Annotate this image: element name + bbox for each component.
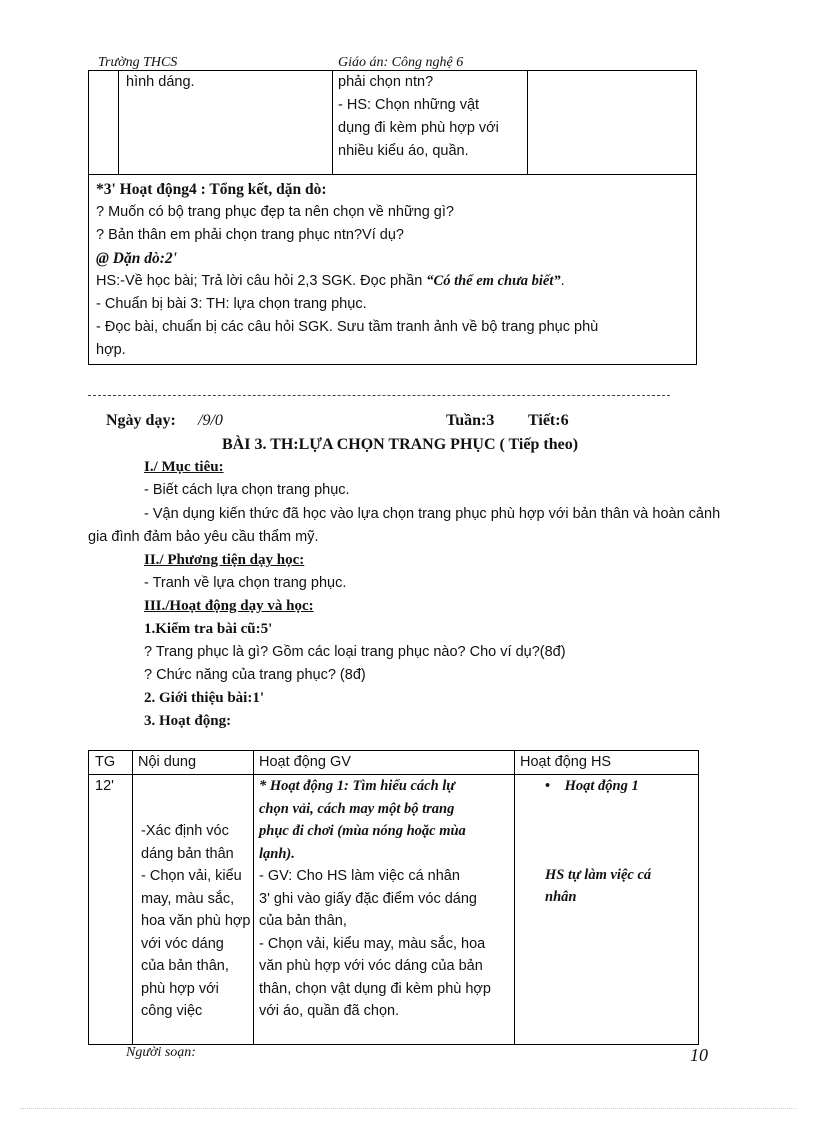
check-title: 1.Kiểm tra bài cũ:5': [144, 621, 273, 637]
summary-question: ? Muốn có bộ trang phục đẹp ta nên chọn về những gì?: [96, 204, 454, 220]
activity-table: [88, 750, 699, 1045]
check-question: ? Chức năng của trang phục? (8đ): [144, 667, 366, 683]
hs-heading: • Hoạt động 1: [545, 778, 639, 794]
homework-title: @ Dặn dò:2': [96, 250, 177, 267]
content-line: dáng bản thân: [141, 845, 234, 862]
gv-heading-line: chọn vải, cách may một bộ trang: [259, 800, 455, 817]
gv-heading-line: lạnh).: [259, 845, 295, 862]
check-question: ? Trang phục là gì? Gồm các loại trang phục nào? Cho ví dụ?(8đ): [144, 644, 566, 660]
table-header-row: [89, 751, 699, 775]
hs-text-line: nhân: [545, 889, 577, 905]
gv-text-line: - Chọn vải, kiểu may, màu sắc, hoa: [259, 935, 486, 952]
column-header: Hoạt động GV: [254, 751, 515, 775]
gv-heading-line: * Hoạt động 1: Tìm hiểu cách lự: [259, 778, 455, 794]
activities-title: III./Hoạt động dạy và học:: [144, 598, 314, 614]
week: Tuần:3: [446, 412, 495, 429]
content-line: phù hợp với: [141, 980, 219, 997]
table-row: [89, 175, 697, 365]
continuation-table: [88, 70, 697, 365]
lesson-title: BÀI 3. TH:LỰA CHỌN TRANG PHỤC ( Tiếp theo): [222, 436, 579, 453]
column-header: Nội dung: [133, 751, 254, 775]
intro-title: 2. Giới thiệu bài:1': [144, 690, 264, 706]
gv-heading-line: phục đi chơi (mùa nóng hoặc mùa: [259, 823, 466, 839]
content-line: - Chọn vải, kiểu: [141, 868, 242, 884]
objectives-title: I./ Mục tiêu:: [144, 459, 224, 475]
date-value: /9/0: [198, 412, 223, 429]
header-school: Trường THCS: [98, 55, 178, 70]
page-edge: [20, 1108, 796, 1109]
table-row: [89, 775, 699, 1045]
page-number: 10: [690, 1045, 708, 1065]
homework-line: - Đọc bài, chuẩn bị các câu hỏi SGK. Sưu tầm tranh ảnh về bộ trang phục phù: [96, 319, 599, 335]
summary-heading: *3' Hoạt động4 : Tổng kết, dặn dò:: [96, 181, 327, 198]
gv-text-line: - GV: Cho HS làm việc cá nhân: [259, 868, 460, 884]
objective-item: - Vận dụng kiến thức đã học vào lựa chọn trang phục phù hợp với bản thân và hoàn cảnh: [144, 506, 721, 522]
table-cell-text: dụng đi kèm phù hợp với: [338, 120, 499, 136]
table-cell-text: hình dáng.: [126, 74, 195, 90]
summary-question: ? Bản thân em phải chọn trang phục ntn?Ví dụ?: [96, 227, 404, 243]
date-label: Ngày dạy:: [106, 412, 176, 429]
content-line: -Xác định vóc: [141, 823, 229, 839]
activity-title: 3. Hoạt động:: [144, 713, 232, 729]
gv-text-line: văn phù hợp với vóc dáng của bản: [259, 958, 483, 974]
means-item: - Tranh về lựa chọn trang phục.: [144, 575, 347, 591]
homework-line: HS:-Về học bài; Trả lời câu hỏi 2,3 SGK. Đọc phần “Có thể em chưa biết”.: [96, 273, 565, 289]
content-line: công việc: [141, 1003, 203, 1019]
table-cell-text: - HS: Chọn những vật: [338, 97, 480, 113]
homework-line: hợp.: [96, 342, 126, 358]
content-line: hoa văn phù hợp: [141, 913, 251, 929]
content-line: may, màu sắc,: [141, 890, 235, 907]
gv-text-line: với áo, quần đã chọn.: [259, 1003, 400, 1019]
gv-text-line: 3' ghi vào giấy đặc điểm vóc dáng: [259, 890, 477, 907]
objective-item: gia đình đảm bảo yêu cầu thẩm mỹ.: [88, 529, 319, 545]
section-divider: [88, 395, 670, 396]
gv-text-line: của bản thân,: [259, 913, 347, 929]
table-row: [89, 71, 697, 175]
column-header: TG: [89, 751, 133, 775]
table-cell-text: nhiều kiểu áo, quần.: [338, 143, 469, 159]
footer-author-label: Người soạn:: [126, 1045, 196, 1060]
bullet-icon: •: [545, 778, 565, 794]
time-cell: 12': [95, 778, 114, 794]
column-header: Hoạt động HS: [515, 751, 699, 775]
hs-text-line: HS tự làm việc cá: [545, 866, 652, 883]
period: Tiết:6: [528, 412, 569, 429]
header-subject: Giáo án: Công nghệ 6: [338, 55, 464, 70]
table-cell-text: phải chọn ntn?: [338, 74, 434, 90]
gv-text-line: thân, chọn vật dụng đi kèm phù hợp: [259, 980, 491, 997]
content-line: với vóc dáng: [141, 935, 224, 952]
objective-item: - Biết cách lựa chọn trang phục.: [144, 482, 350, 498]
content-line: của bản thân,: [141, 958, 229, 974]
means-title: II./ Phương tiện dạy học:: [144, 552, 305, 568]
homework-line: - Chuẩn bị bài 3: TH: lựa chọn trang phục.: [96, 296, 367, 312]
